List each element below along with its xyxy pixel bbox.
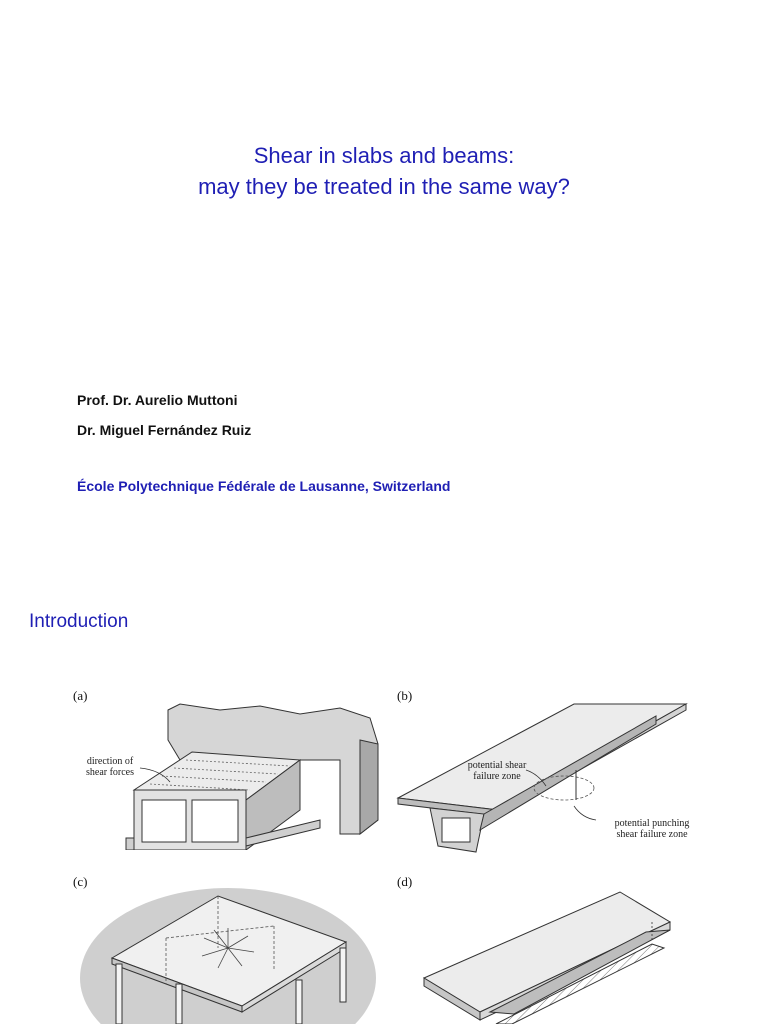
annotation-punching-line-2: shear failure zone bbox=[616, 829, 688, 840]
figure-label-d: (d) bbox=[397, 874, 413, 889]
slide-title bbox=[0, 140, 768, 202]
title-line-1: Shear in slabs and beams: bbox=[253, 143, 515, 168]
annotation-shear-line-1: potential shear bbox=[467, 760, 527, 771]
annotation-shear-failure bbox=[460, 760, 534, 782]
figure-label-b: (b) bbox=[397, 688, 413, 703]
figure-label-a: (a) bbox=[73, 688, 88, 703]
author-1: Prof. Dr. Aurelio Muttoni bbox=[77, 392, 238, 408]
annotation-direction-line-2: shear forces bbox=[85, 767, 135, 778]
annotation-direction-shear bbox=[80, 756, 140, 778]
author-2: Dr. Miguel Fernández Ruiz bbox=[77, 422, 252, 438]
figure-panel-c bbox=[78, 888, 378, 1024]
annotation-shear-line-2: failure zone bbox=[473, 771, 521, 782]
affiliation: École Polytechnique Fédérale de Lausanne, Switzerland bbox=[77, 478, 451, 494]
annotation-punching-line-1: potential punching bbox=[614, 818, 690, 829]
figure-label-c: (c) bbox=[73, 874, 88, 889]
figure-panel-d bbox=[420, 888, 680, 1024]
section-heading: Introduction bbox=[29, 611, 129, 632]
title-line-2: may they be treated in the same way? bbox=[198, 174, 570, 199]
annotation-direction-line-1: direction of bbox=[86, 756, 134, 767]
annotation-punching-failure bbox=[604, 818, 700, 840]
